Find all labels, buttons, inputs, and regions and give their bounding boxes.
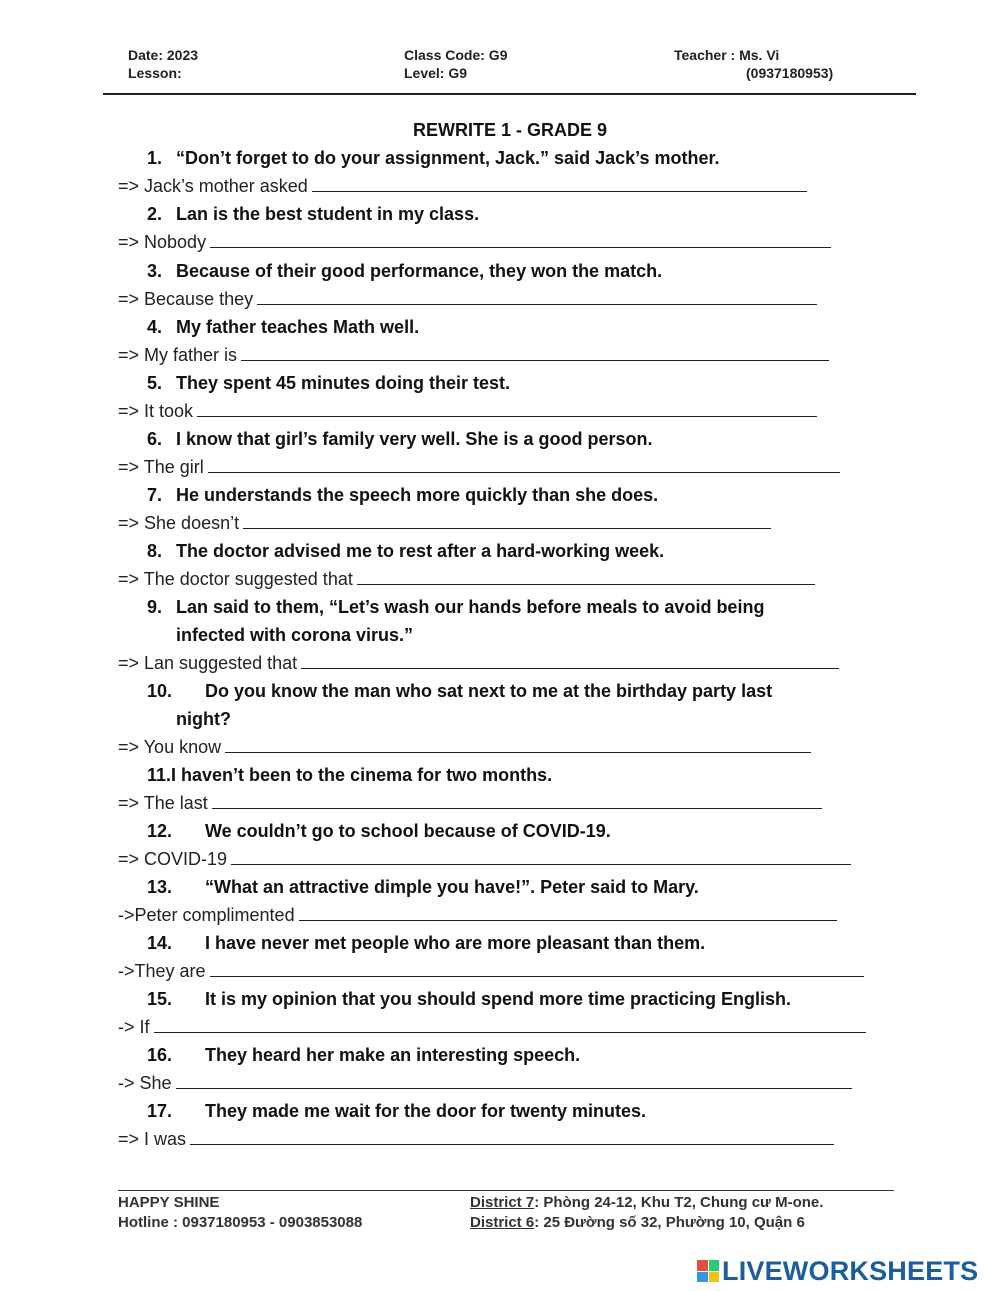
question-text: He understands the speech more quickly than she does. [176, 485, 659, 505]
question-3 [147, 260, 662, 282]
answer-row-4 [118, 344, 829, 366]
date-label: Date: 2023 [128, 47, 199, 63]
question-5 [147, 372, 510, 394]
question-text: They spent 45 minutes doing their test. [176, 373, 511, 393]
question-10-continued [176, 708, 231, 730]
answer-blank[interactable] [225, 738, 811, 753]
answer-blank[interactable] [241, 346, 829, 361]
question-number: 1. [147, 148, 163, 168]
question-number: 5. [147, 373, 163, 393]
question-text: They heard her make an interesting speech. [205, 1045, 581, 1065]
brand-name: HAPPY SHINE [118, 1194, 220, 1211]
question-text: “What an attractive dimple you have!”. Peter said to Mary. [205, 877, 699, 897]
answer-row-17 [118, 1128, 834, 1150]
question-1 [147, 147, 719, 169]
logo-cube-icon [697, 1260, 719, 1282]
cube-tile [709, 1260, 720, 1271]
question-14 [147, 932, 705, 954]
question-13 [147, 876, 699, 898]
lesson-label: Lesson: [128, 65, 182, 81]
question-text: It is my opinion that you should spend more time practicing English. [205, 989, 792, 1009]
question-2 [147, 203, 479, 225]
teacher-label: Teacher : Ms. Vi [674, 47, 780, 63]
level-label: Level: G9 [404, 65, 468, 81]
question-number: 4. [147, 317, 163, 337]
footer-right [470, 1193, 823, 1233]
answer-row-12 [118, 848, 851, 870]
question-number: 16. [147, 1045, 173, 1065]
answer-row-16 [118, 1072, 852, 1094]
question-number: 8. [147, 541, 163, 561]
answer-row-13 [118, 904, 837, 926]
answer-blank[interactable] [154, 1018, 866, 1033]
answer-row-5 [118, 400, 817, 422]
worksheet-title: REWRITE 1 - GRADE 9 [412, 120, 608, 140]
answer-row-3 [118, 288, 817, 310]
answer-prompt: => Nobody [118, 232, 207, 252]
answer-prompt: -> She [118, 1073, 172, 1093]
answer-blank[interactable] [210, 962, 864, 977]
answer-prompt: => COVID-19 [118, 849, 228, 869]
question-number: 11. [147, 765, 172, 785]
answer-row-2 [118, 231, 831, 253]
answer-blank[interactable] [190, 1130, 834, 1145]
question-9 [147, 596, 764, 618]
class-code-label: Class Code: G9 [404, 47, 508, 63]
answer-blank[interactable] [208, 458, 840, 473]
answer-blank[interactable] [176, 1074, 852, 1089]
answer-prompt: ->They are [118, 961, 206, 981]
answer-blank[interactable] [301, 654, 839, 669]
answer-row-11 [118, 792, 822, 814]
answer-blank[interactable] [210, 233, 831, 248]
liveworksheets-logo [697, 1256, 978, 1286]
answer-prompt: => Because they [118, 289, 254, 309]
question-number: 9. [147, 597, 163, 617]
address-district-6 [470, 1213, 823, 1233]
district-6-label: District 6 [470, 1214, 535, 1231]
question-number: 15. [147, 989, 173, 1009]
answer-row-10 [118, 736, 811, 758]
answer-prompt: => Jack’s mother asked [118, 176, 308, 196]
address-district-7 [470, 1193, 823, 1213]
answer-blank[interactable] [312, 177, 807, 192]
logo-text: LIVEWORKSHEETS [722, 1255, 979, 1286]
answer-prompt: => You know [118, 737, 222, 757]
answer-blank[interactable] [212, 794, 822, 809]
answer-row-6 [118, 456, 840, 478]
answer-blank[interactable] [257, 290, 817, 305]
answer-row-14 [118, 960, 864, 982]
question-number: 13. [147, 877, 173, 897]
answer-row-9 [118, 652, 839, 674]
question-text: night? [176, 709, 231, 729]
answer-blank[interactable] [299, 906, 837, 921]
answer-prompt: => The last [118, 793, 208, 813]
question-text: My father teaches Math well. [176, 317, 420, 337]
question-number: 14. [147, 933, 173, 953]
question-4 [147, 316, 419, 338]
district-7-label: District 7 [470, 1194, 535, 1211]
cube-tile [697, 1260, 708, 1271]
answer-prompt: => My father is [118, 345, 238, 365]
header-divider [103, 93, 916, 95]
question-11 [147, 764, 552, 786]
answer-prompt: => I was [118, 1129, 187, 1149]
district-7-address: : Phòng 24-12, Khu T2, Chung cư M-one. [534, 1194, 824, 1211]
question-text: Because of their good performance, they won the match. [176, 261, 663, 281]
answer-prompt: ->Peter complimented [118, 905, 295, 925]
footer-left [118, 1193, 362, 1233]
question-6 [147, 428, 652, 450]
question-number: 12. [147, 821, 173, 841]
answer-blank[interactable] [197, 402, 817, 417]
cube-tile [709, 1272, 720, 1283]
question-number: 7. [147, 485, 163, 505]
question-9-continued [176, 624, 413, 646]
question-text: I haven’t been to the cinema for two months. [171, 765, 553, 785]
hotline: Hotline : 0937180953 - 0903853088 [118, 1214, 363, 1231]
question-text: I have never met people who are more pleasant than them. [205, 933, 706, 953]
header-center [404, 46, 507, 82]
cube-tile [697, 1272, 708, 1283]
teacher-phone: (0937180953) [746, 65, 834, 81]
header-left [128, 46, 198, 82]
question-text: Lan said to them, “Let’s wash our hands before meals to avoid being [176, 597, 765, 617]
question-text: We couldn’t go to school because of COVID-19. [205, 821, 611, 841]
question-text: infected with corona virus.” [176, 625, 414, 645]
answer-prompt: => The girl [118, 457, 204, 477]
answer-blank[interactable] [243, 514, 771, 529]
header-right [674, 46, 833, 82]
answer-row-8 [118, 568, 815, 590]
answer-row-1 [118, 175, 807, 197]
question-8 [147, 540, 664, 562]
question-text: Lan is the best student in my class. [176, 204, 480, 224]
question-17 [147, 1100, 646, 1122]
question-text: I know that girl’s family very well. She is a good person. [176, 429, 653, 449]
question-text: The doctor advised me to rest after a hard-working week. [176, 541, 665, 561]
question-number: 3. [147, 261, 163, 281]
question-7 [147, 484, 658, 506]
question-number: 17. [147, 1101, 173, 1121]
answer-row-15 [118, 1016, 866, 1038]
question-text: Do you know the man who sat next to me at the birthday party last [205, 681, 773, 701]
question-15 [147, 988, 791, 1010]
answer-prompt: => Lan suggested that [118, 653, 298, 673]
footer-divider [118, 1190, 894, 1191]
answer-blank[interactable] [231, 850, 851, 865]
question-text: “Don’t forget to do your assignment, Jack.” said Jack’s mother. [176, 148, 720, 168]
answer-prompt: -> If [118, 1017, 150, 1037]
district-6-address: : 25 Đường số 32, Phường 10, Quận 6 [534, 1214, 805, 1231]
question-16 [147, 1044, 580, 1066]
answer-prompt: => She doesn’t [118, 513, 240, 533]
answer-prompt: => It took [118, 401, 194, 421]
question-number: 10. [147, 681, 173, 701]
question-number: 6. [147, 429, 163, 449]
question-10 [147, 680, 772, 702]
question-number: 2. [147, 204, 163, 224]
answer-blank[interactable] [357, 570, 815, 585]
question-text: They made me wait for the door for twenty minutes. [205, 1101, 647, 1121]
question-12 [147, 820, 611, 842]
answer-prompt: => The doctor suggested that [118, 569, 353, 589]
answer-row-7 [118, 512, 771, 534]
